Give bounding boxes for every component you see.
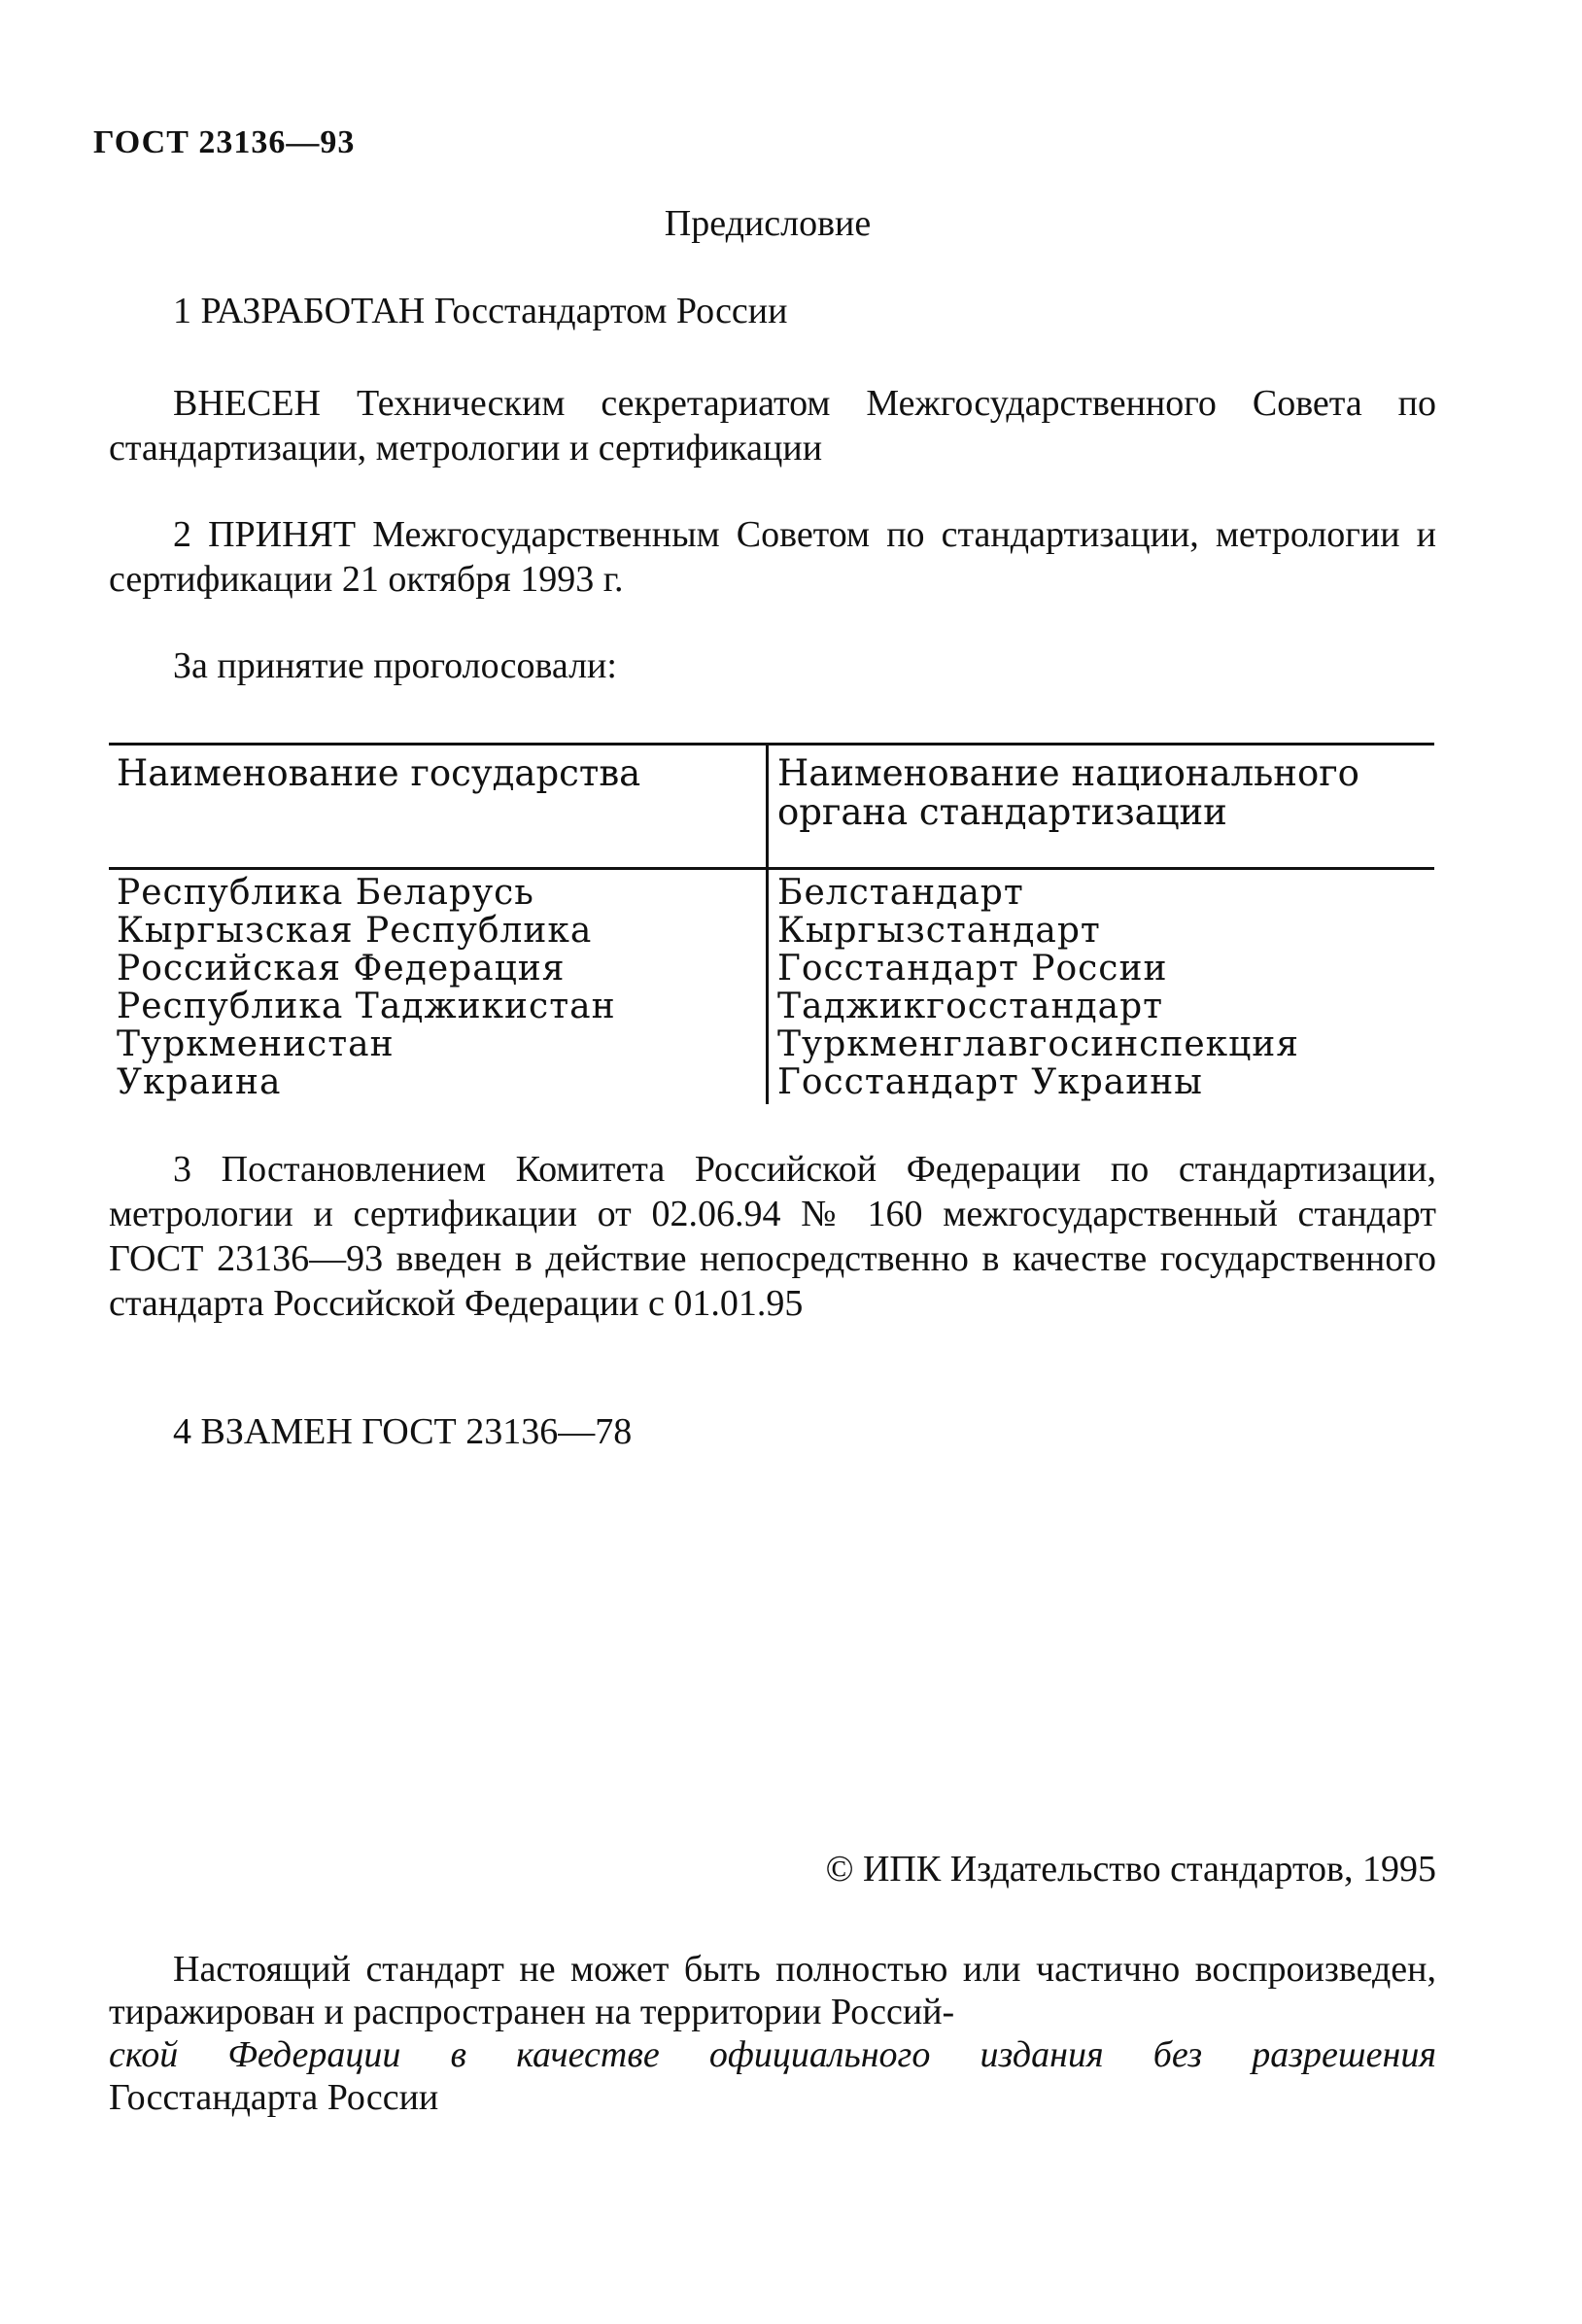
table-row-state: Республика Таджикистан — [117, 987, 616, 1026]
table-row-body: Туркменглавгосинспекция — [777, 1024, 1300, 1064]
table-row-body: Госстандарт России — [777, 949, 1168, 989]
document-code: ГОСТ 23136—93 — [93, 124, 356, 160]
table-row-body: Таджикгосстандарт — [777, 987, 1164, 1026]
paragraph-adopted: 2 ПРИНЯТ Межгосударственным Советом по стандартизации, метрологии и сертификации 21 октября 1993 г. — [109, 514, 1436, 600]
copyright-line: © ИПК Издательство стандартов, 1995 — [825, 1849, 1436, 1890]
page-title: Предисловие — [664, 203, 872, 244]
table-row-body: Белстандарт — [777, 873, 1024, 913]
column-header-body-line1: Наименование национального — [777, 752, 1359, 794]
table-row-state: Кыргызская Республика — [117, 911, 593, 951]
paragraph-resolution: 3 Постановлением Комитета Российской Федерации по стандартизации, метрологии и сертификации от 02.06.94 № 160 межгосударственный стандарт ГОСТ 23136—93 введен в действие непосредственно в качестве государственного стандарта Российской Федерации с 01.01.95 — [109, 1149, 1436, 1324]
table-row-state: Республика Беларусь — [117, 873, 534, 913]
paragraph-submitted: ВНЕСЕН Техническим секретариатом Межгосударственного Совета по стандартизации, метрологии и сертификации — [109, 383, 1436, 468]
notice-text-italic: ской Федерации в качестве официального издания без разрешения — [109, 2034, 1436, 2075]
table-row-body: Госстандарт Украины — [777, 1062, 1203, 1102]
table-column-divider — [766, 745, 769, 1104]
paragraph-developed: 1 РАЗРАБОТАН Госстандартом России — [173, 291, 788, 331]
notice-text-regular: Настоящий стандарт не может быть полностью или частично воспроизведен, тиражирован и распространен на территории Россий- — [109, 1949, 1436, 2032]
table-row-state: Российская Федерация — [117, 949, 566, 989]
reproduction-notice — [109, 1948, 1436, 2119]
table-row-body: Кыргызстандарт — [777, 911, 1101, 951]
table-row-state: Украина — [117, 1062, 282, 1102]
table-top-rule — [109, 743, 1434, 746]
table-row-state: Туркменистан — [117, 1024, 395, 1064]
column-header-body-line2: органа стандартизации — [777, 791, 1227, 833]
table-header-rule — [109, 867, 1434, 870]
column-header-body — [777, 754, 1359, 832]
paragraph-voted: За принятие проголосовали: — [173, 645, 617, 686]
column-header-state: Наименование государства — [117, 752, 641, 794]
paragraph-replaces: 4 ВЗАМЕН ГОСТ 23136—78 — [173, 1411, 633, 1452]
notice-text-last: Госстандарта России — [109, 2077, 439, 2118]
